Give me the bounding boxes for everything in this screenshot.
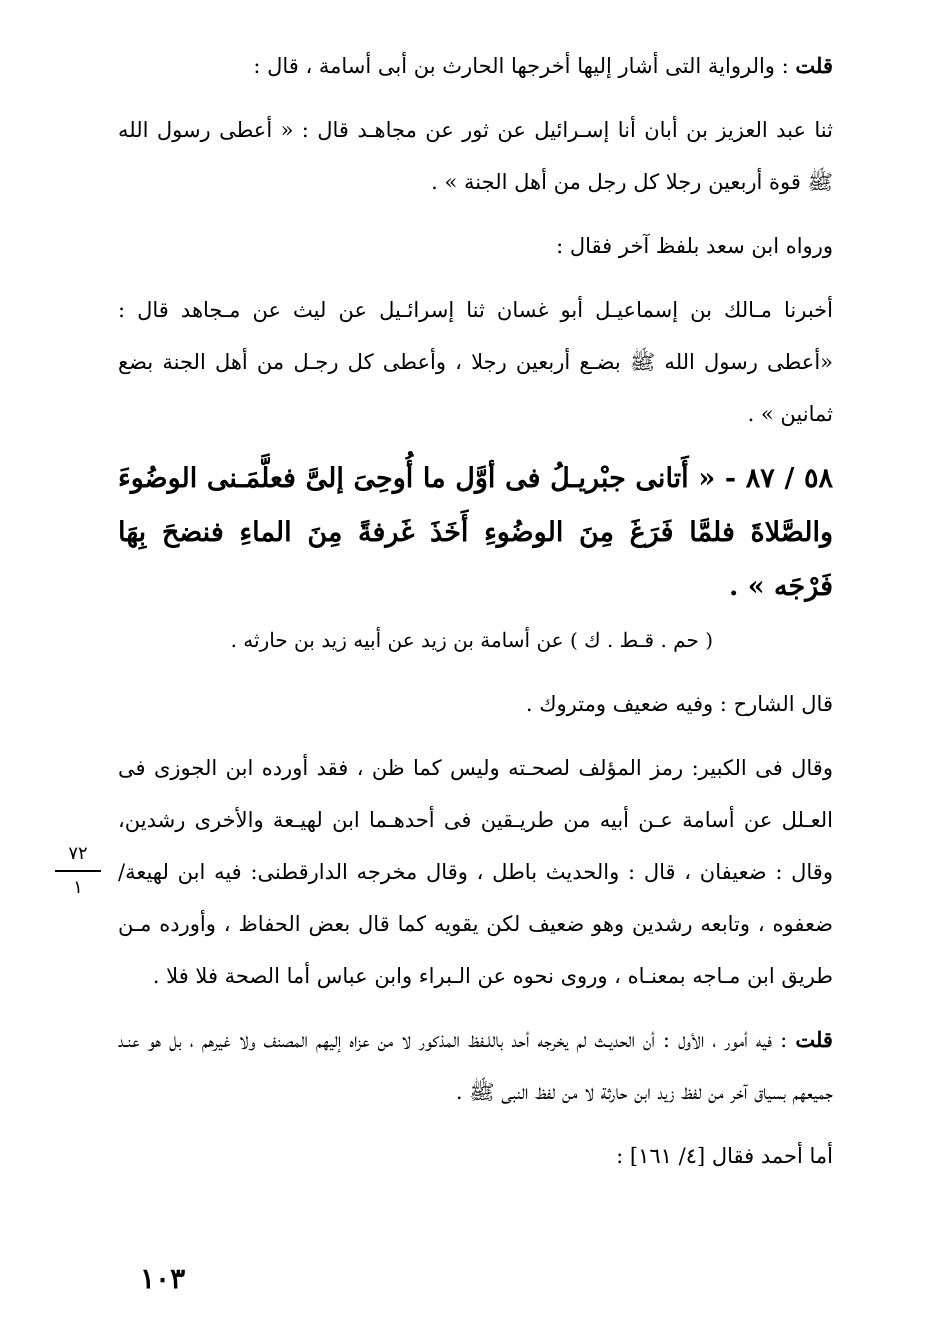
paragraph-1-text: : والرواية التى أشار إليها أخرجها الحارث بن أبى أسامة ، قال :	[253, 54, 796, 78]
paragraph-7-lead: قلت	[795, 1027, 833, 1052]
paragraph-5: قال الشارح : وفيه ضعيف ومتروك .	[525, 692, 833, 716]
margin-ref-top: ٧٢	[68, 843, 88, 864]
hadith-source: ( حم . قـط . ك ) عن أسامة بن زيد عن أبيه زيد بن حارثه .	[230, 628, 713, 652]
paragraph-6: وقال فى الكبير: رمز المؤلف لصحـته وليس كما ظن ، فقد أورده ابن الجوزى فى العـلل عن أسامة عـن أبيه من طريـقين فى أحدهـما ابن لهيـعة والأخرى رشدين، وقال : ضعيفان ، قال : والحديث باطل ، وقال مخرجه الدارقطنى: فيه ابن لهيعة/ ضعفوه ، وتابعه رشدين وهو ضعيف لكن يقويه كما قال بعض الحفاظ ، وأورده مـن طريق ابن مـاجه بمعنـاه ، وروى نحوه عن الـبراء وابن عباس أما الصحة فلا فلا .	[118, 756, 833, 988]
paragraph-7	[118, 1014, 833, 1118]
margin-reference	[55, 842, 101, 900]
paragraph-1-lead: قلت	[795, 53, 833, 78]
page-body	[118, 40, 833, 1194]
hadith-text: ٥٨ / ٨٧ - « أَتانى جبْريـلُ فى أوَّل ما أُوحِىَ إلىَّ فعلَّمَـنى الوضُوءَ والصَّلاةَ فلمَّا فَرَغَ مِنَ الوضُوءِ أَخَذَ غَرفةً مِنَ الماءِ فنضحَ بِهَا فَرْجَه » .	[118, 463, 833, 602]
paragraph-4: أخبرنا مـالك بن إسماعيـل أبو غسان ثنا إسرائـيل عن ليث عن مـجاهد قال : «أعطى رسول الله ﷺ بضـع أربعين رجلا ، وأعطى كل رجـل من أهل الجنة بضع ثمانين » .	[118, 298, 833, 426]
paragraph-2: ثنا عبد العزيز بن أبان أنا إسـرائيل عن ثور عن مجاهـد قال : « أعطى رسول الله ﷺ قوة أربعين رجلا كل رجل من أهل الجنة » .	[118, 118, 833, 194]
paragraph-8: أما أحمد فقال [٤/ ١٦١] :	[616, 1144, 833, 1168]
margin-ref-rule	[55, 870, 101, 872]
paragraph-3: ورواه ابن سعد بلفظ آخر فقال :	[556, 234, 833, 258]
paragraph-7-text: : فيه أمور ، الأول : أن الحديـث لم يخرجه أحد باللـفظ المذكور لا من عزاه إليهم المصنف ولا غيرهم ، بل هو عنـد جميعهم بسياق آخر من لفظ زيد ابن حارثة لا من لفظ النبى ﷺ .	[118, 1028, 833, 1104]
margin-ref-bottom: ١	[73, 877, 83, 898]
page-number: ١٠٣	[140, 1262, 186, 1295]
paragraph-1	[118, 40, 833, 92]
